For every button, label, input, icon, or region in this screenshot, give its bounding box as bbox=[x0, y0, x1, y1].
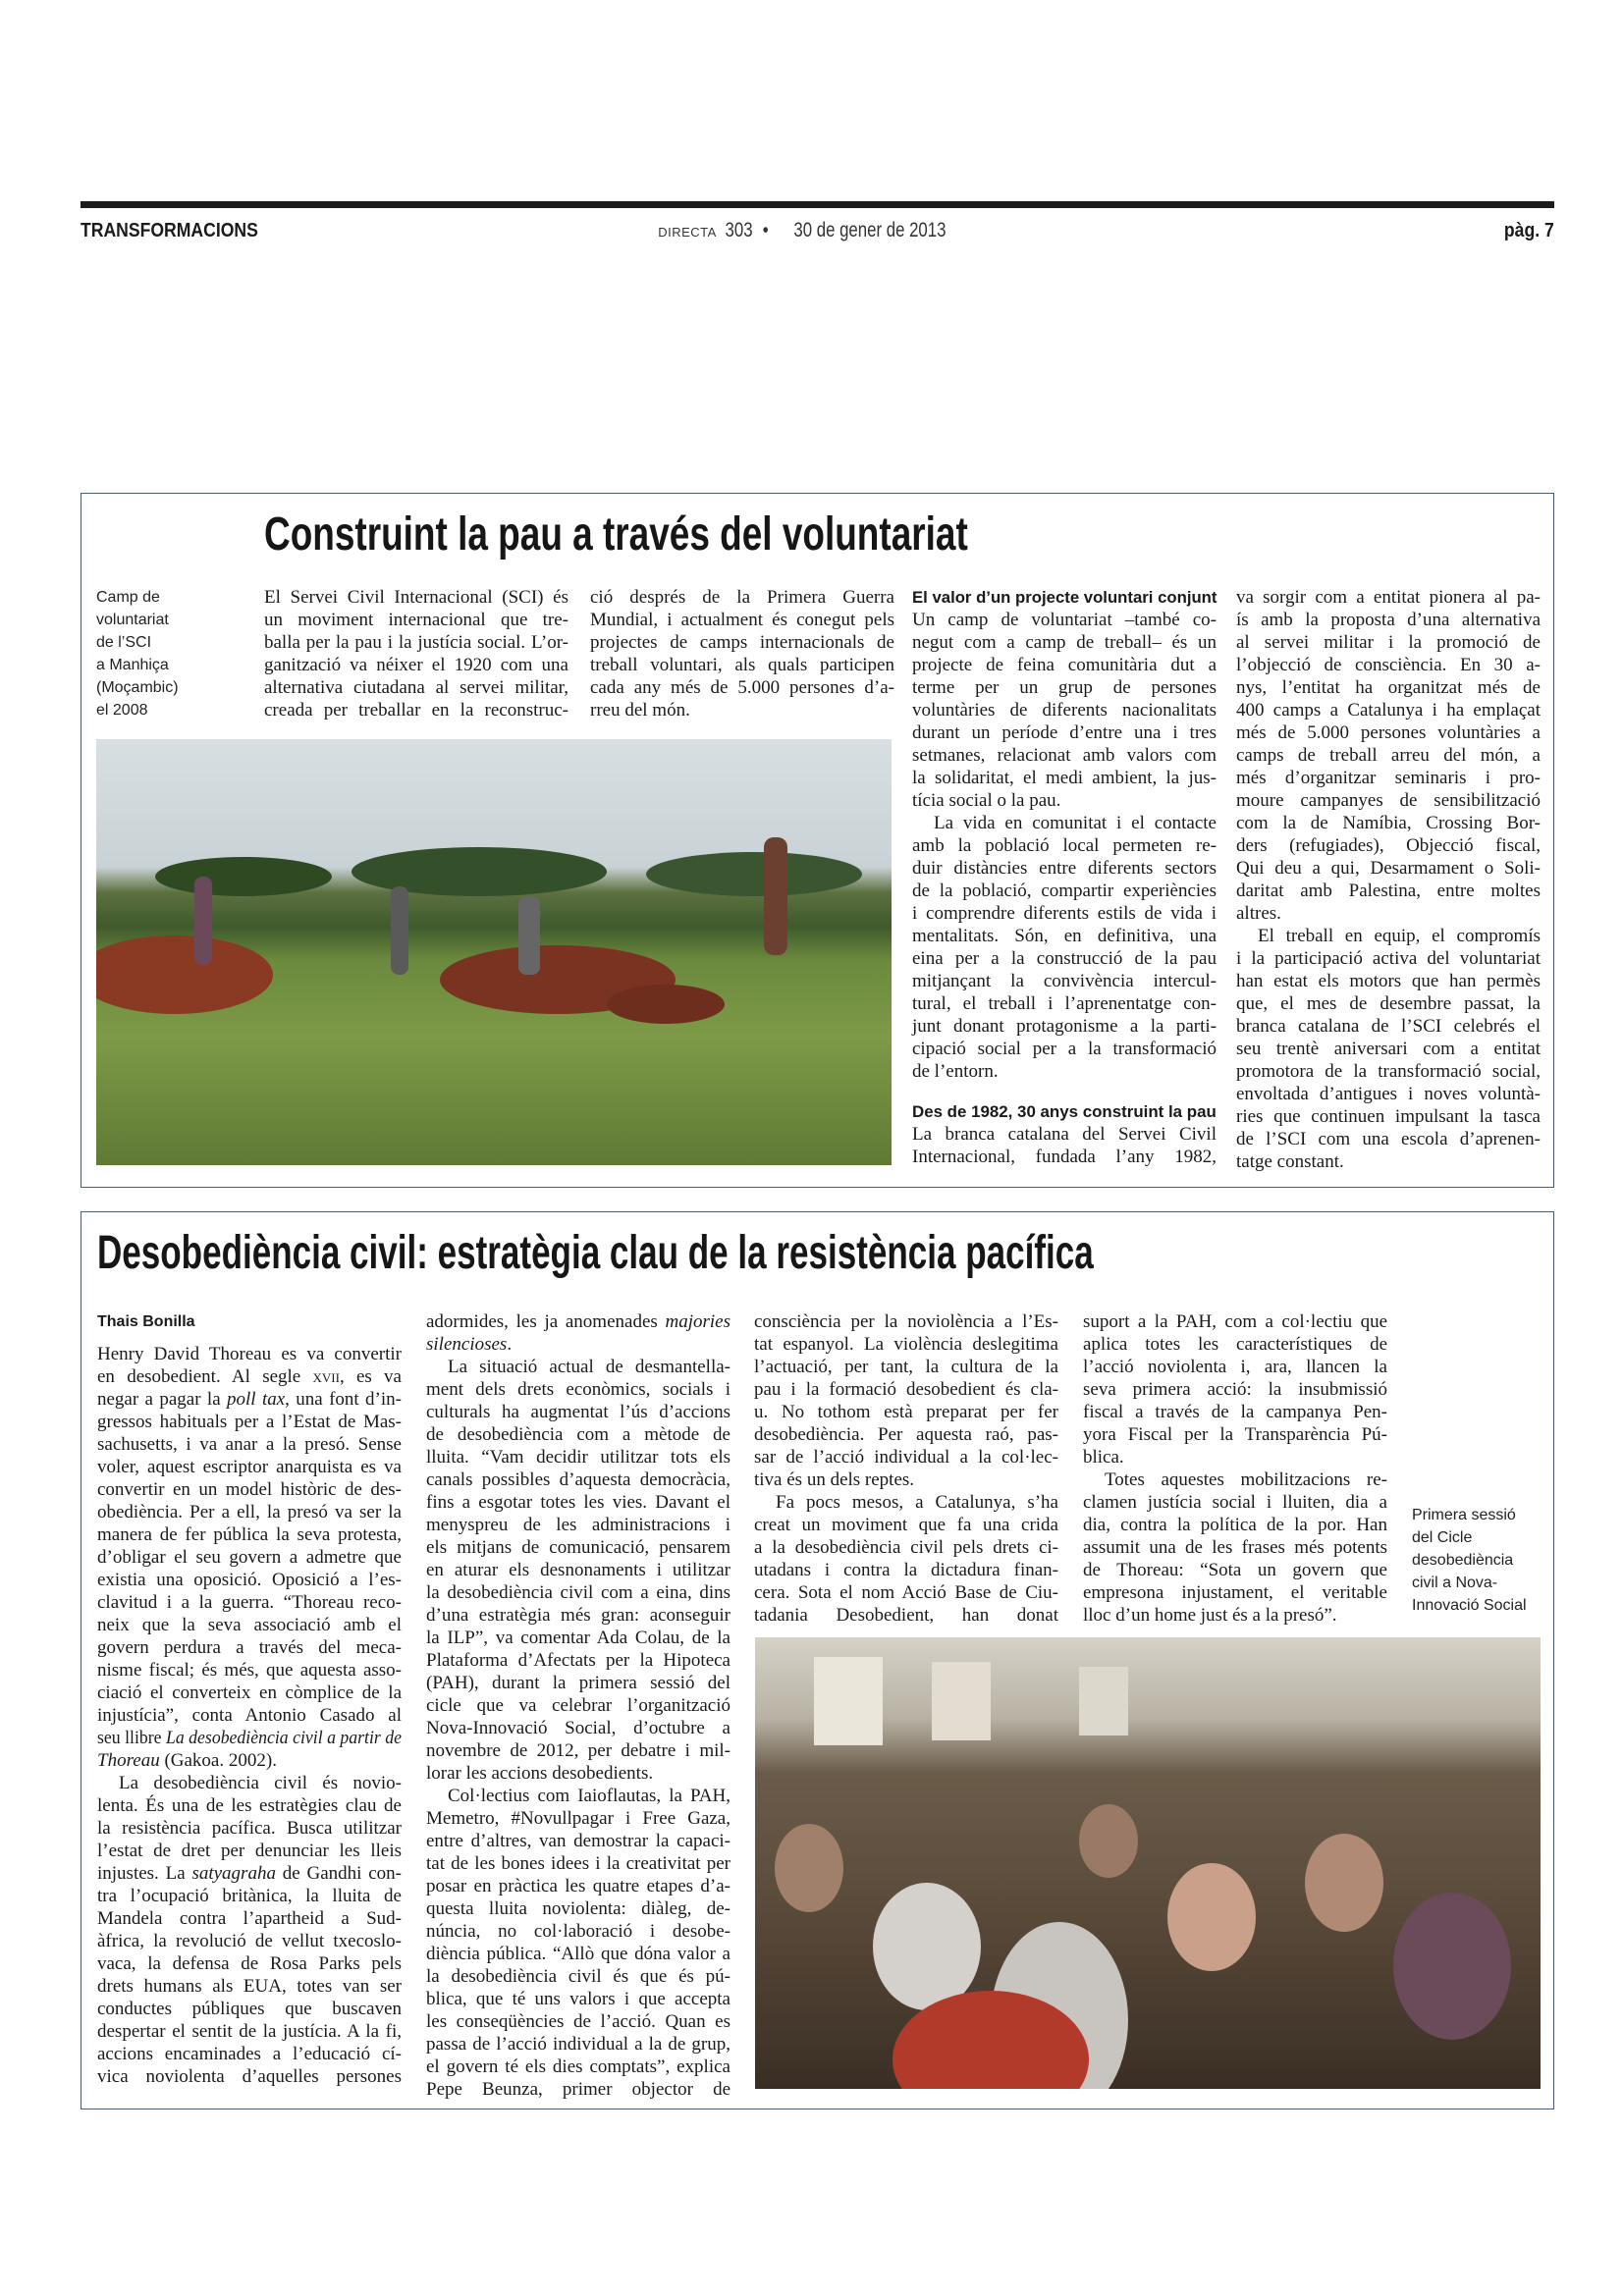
text-line: tra l’ocupació britànica, la lluita de bbox=[97, 1886, 402, 1906]
text-column bbox=[1236, 586, 1541, 1173]
text-column bbox=[754, 1310, 1058, 1627]
header-rule bbox=[81, 201, 1554, 208]
text-line: fiscal a través de la campanya Pen- bbox=[1083, 1402, 1387, 1422]
text-line: tat de les bones idees i la creativitat per bbox=[426, 1853, 730, 1874]
text-segment: de Gandhi con- bbox=[275, 1863, 402, 1884]
text-line: drets humans als EUA, totes van ser bbox=[97, 1976, 402, 1997]
text-line: la ILP”, va comentar Ada Colau, de la bbox=[426, 1628, 730, 1648]
text-line: va sorgir com a entitat pionera al pa- bbox=[1236, 587, 1541, 608]
text-line: rreu del món. bbox=[590, 700, 690, 721]
text-line: vica noviolenta d’aquelles persones bbox=[97, 2066, 402, 2087]
text-line: un moviment internacional que tre- bbox=[264, 610, 568, 630]
text-line: lloc d’un home just és a la presó”. bbox=[1083, 1605, 1337, 1626]
text-line: l’objecció de consciència. En 30 a- bbox=[1236, 655, 1541, 675]
text-line: seu trentè aniversari com a entitat bbox=[1236, 1039, 1541, 1059]
text-line: lorar les accions desobedients. bbox=[426, 1763, 654, 1784]
text-line: culturals ha augmentat l’ús d’accions bbox=[426, 1402, 730, 1422]
text-column bbox=[1083, 1310, 1387, 1627]
caption-line: del Cicle bbox=[1412, 1529, 1473, 1546]
photo-caption bbox=[96, 586, 179, 721]
caption-line: el 2008 bbox=[96, 702, 148, 719]
text-line bbox=[426, 1333, 730, 1356]
text-line: promotora de la transformació social, bbox=[1236, 1061, 1541, 1082]
italic-text: satyagraha bbox=[191, 1863, 276, 1884]
text-line: empresona injustament, el veritable bbox=[1083, 1582, 1387, 1603]
text-line: conductes públiques que buscaven bbox=[97, 1999, 402, 2019]
text-segment: seu llibre bbox=[97, 1728, 166, 1748]
text-line: la solidaritat, el medi ambient, la jus- bbox=[912, 768, 1217, 788]
text-line: daritat amb Palestina, entre moltes bbox=[1236, 881, 1541, 901]
text-line: com la de Namíbia, Crossing Bor- bbox=[1236, 813, 1541, 833]
text-line: posar en pràctica les quatre etapes d’a- bbox=[426, 1876, 730, 1896]
article-title: Construint la pau a través del voluntariat bbox=[264, 508, 968, 561]
subheading: El valor d’un projecte voluntari conjunt bbox=[912, 588, 1217, 607]
text-line: Pepe Beunza, primer objector de bbox=[426, 2079, 730, 2100]
text-line: u. No tothom està preparat per fer bbox=[754, 1402, 1058, 1422]
text-line: pau i la formació desobedient és cla- bbox=[754, 1379, 1058, 1400]
text-line: balla per la pau i la justícia social. L’or- bbox=[264, 632, 568, 653]
text-line: amb la població local permeten re- bbox=[912, 835, 1217, 856]
text-segment: negar a pagar la bbox=[97, 1389, 228, 1410]
text-line: projectes de camps internacionals de bbox=[590, 632, 894, 653]
page-number: pàg. 7 bbox=[1504, 220, 1554, 241]
text-line: que, el mes de desembre passat, la bbox=[1236, 993, 1541, 1014]
text-line bbox=[97, 1727, 402, 1749]
text-line: de la població, compartir experiències bbox=[912, 881, 1217, 901]
caption-line: voluntariat bbox=[96, 612, 169, 628]
text-line: Totes aquestes mobilitzacions re- bbox=[1105, 1469, 1387, 1490]
article-desobediencia bbox=[81, 1211, 1554, 2109]
italic-text: silencioses bbox=[426, 1334, 508, 1355]
text-line: novembre de 2012, per debatre i mil- bbox=[426, 1740, 730, 1761]
text-line: setmanes, relacionat amb valors com bbox=[912, 745, 1217, 766]
text-line: els mitjans de comunicació, pensarem bbox=[426, 1537, 730, 1558]
text-line: de l’SCI com una escola d’aprenen- bbox=[1236, 1129, 1541, 1149]
text-line: cada any més de 5.000 persones d’a- bbox=[590, 677, 894, 698]
text-line: envoltada d’antigues i noves voluntà- bbox=[1236, 1084, 1541, 1104]
issue-number: 303 bbox=[725, 219, 753, 241]
text-line: àfrica, la revolució de vellut txecoslo- bbox=[97, 1931, 402, 1951]
text-line: El Servei Civil Internacional (SCI) és bbox=[264, 587, 568, 608]
text-line: Nova-Innovació Social, d’octubre a bbox=[426, 1718, 730, 1738]
text-line: sachusetts, i va anar a la presó. Sense bbox=[97, 1434, 402, 1455]
text-line bbox=[426, 1310, 730, 1333]
text-line: negut com a camp de treball– és un bbox=[912, 632, 1217, 653]
text-line: tícia social o la pau. bbox=[912, 790, 1061, 811]
text-line: nys, l’entitat ha organitzat més de bbox=[1236, 677, 1541, 698]
text-line: cera. Sota el nom Acció Base de Ciu- bbox=[754, 1582, 1058, 1603]
text-line: injustícia”, conta Antonio Casado al bbox=[97, 1705, 402, 1726]
text-line: Fa pocs mesos, a Catalunya, s’ha bbox=[776, 1492, 1058, 1513]
separator: • bbox=[762, 219, 769, 241]
text-line bbox=[97, 1388, 402, 1411]
text-line: ment dels drets econòmics, socials i bbox=[426, 1379, 730, 1400]
text-line: cipació social per a la transformació bbox=[912, 1039, 1217, 1059]
text-line: existia una oposició. Oposició a l’es- bbox=[97, 1570, 402, 1590]
text-line bbox=[97, 1749, 402, 1772]
text-segment: adormides, les ja anomenades bbox=[426, 1311, 666, 1332]
text-line: La situació actual de desmantella- bbox=[448, 1357, 730, 1377]
text-line: blica. bbox=[1083, 1447, 1124, 1468]
text-line: ciació el converteix en còmplice de la bbox=[97, 1682, 402, 1703]
section-name: TRANSFORMACIONS bbox=[81, 220, 258, 241]
text-line: consciència per la noviolència a l’Es- bbox=[754, 1311, 1058, 1332]
text-line: clavitud i a la guerra. “Thoreau reco- bbox=[97, 1592, 402, 1613]
text-line: neix que la seva associació amb el bbox=[97, 1615, 402, 1635]
text-line: passa de l’acció individual a la de grup, bbox=[426, 2034, 730, 2055]
text-line: duir distàncies entre diferents sectors bbox=[912, 858, 1217, 879]
issue-info bbox=[0, 218, 1623, 245]
text-segment: injustes. La bbox=[97, 1863, 192, 1884]
text-line: nisme fiscal; és més, que aquesta asso- bbox=[97, 1660, 402, 1681]
text-line: han estat els motors que han permès bbox=[1236, 971, 1541, 991]
text-line: La vida en comunitat i el contacte bbox=[934, 813, 1217, 833]
text-line: les conseqüències de l’acció. Quan es bbox=[426, 2011, 730, 2032]
text-line: questa lluita noviolenta: diàleg, de- bbox=[426, 1898, 730, 1919]
text-line: la desobediència civil com a eina, dins bbox=[426, 1582, 730, 1603]
text-line: convertir en un model històric de des- bbox=[97, 1479, 402, 1500]
text-line: camps de treball arreu del món, a bbox=[1236, 745, 1541, 766]
text-line: i la participació activa del voluntariat bbox=[1236, 948, 1541, 969]
text-line: Memetro, #Novullpagar i Free Gaza, bbox=[426, 1808, 730, 1829]
text-line: El treball en equip, el compromís bbox=[1258, 926, 1541, 946]
text-line: tural, el treball i l’aprenentatge con- bbox=[912, 993, 1217, 1014]
text-segment: (Gakoa. 2002). bbox=[159, 1750, 277, 1771]
text-line: aplica totes les característiques de bbox=[1083, 1334, 1387, 1355]
caption-line: civil a Nova- bbox=[1412, 1575, 1498, 1591]
text-line: La branca catalana del Servei Civil bbox=[912, 1124, 1217, 1145]
text-line: tatge constant. bbox=[1236, 1151, 1344, 1172]
text-line: l’actuació, per tant, la cultura de la bbox=[754, 1357, 1058, 1377]
text-line: de Thoreau: “Sota un govern que bbox=[1083, 1560, 1387, 1580]
text-line: menyspreu de les administracions i bbox=[426, 1515, 730, 1535]
text-line: en aturar els desnonaments i utilitzar bbox=[426, 1560, 730, 1580]
text-column bbox=[264, 586, 568, 721]
text-line: la resistència pacífica. Busca utilitzar bbox=[97, 1818, 402, 1839]
text-line: ís amb la proposta d’una alternativa bbox=[1236, 610, 1541, 630]
italic-text: La desobediència civil a partir de bbox=[165, 1728, 402, 1748]
text-line: Plataforma d’Afectats per la Hipoteca bbox=[426, 1650, 730, 1671]
text-line: assumit una de les frases més potents bbox=[1083, 1537, 1387, 1558]
text-column bbox=[426, 1310, 730, 2101]
text-line bbox=[97, 1365, 402, 1388]
text-line: junt donant protagonisme a la parti- bbox=[912, 1016, 1217, 1037]
text-line: d’obligar el seu govern a admetre que bbox=[97, 1547, 402, 1568]
text-line: utadans i contra la dictadura finan- bbox=[754, 1560, 1058, 1580]
text-line: vaca, la defensa de Rosa Parks pels bbox=[97, 1953, 402, 1974]
text-line: d’una estratègia més gran: aconseguir bbox=[426, 1605, 730, 1626]
text-line: Internacional, fundada l’any 1982, bbox=[912, 1147, 1217, 1167]
volunteer-camp-photo bbox=[96, 739, 892, 1165]
text-column bbox=[97, 1310, 402, 2088]
text-segment: , es va bbox=[339, 1366, 402, 1387]
text-line: canals possibles d’aquesta democràcia, bbox=[426, 1469, 730, 1490]
text-line: Un camp de voluntariat –també co- bbox=[912, 610, 1217, 630]
article-title: Desobediència civil: estratègia clau de la resistència pacífica bbox=[97, 1227, 1094, 1279]
italic-text: majories bbox=[665, 1311, 730, 1332]
text-line: més de 5.000 persones voluntàries a bbox=[1236, 722, 1541, 743]
text-line: tat espanyol. La violència deslegitima bbox=[754, 1334, 1058, 1355]
text-line: despertar el sentit de la justícia. A la fi, bbox=[97, 2021, 402, 2042]
text-line: l’estat de dret per denunciar les lleis bbox=[97, 1841, 402, 1861]
text-line: ció després de la Primera Guerra bbox=[590, 587, 894, 608]
text-line: obediència. Per a ell, la presó va ser la bbox=[97, 1502, 402, 1522]
text-segment: , una font d’in- bbox=[285, 1389, 402, 1410]
text-line: Henry David Thoreau es va convertir bbox=[97, 1344, 402, 1364]
photo-caption bbox=[1412, 1504, 1527, 1617]
text-line: desobediència. Per aquesta raó, pas- bbox=[754, 1424, 1058, 1445]
text-line: creada per treballar en la reconstruc- bbox=[264, 700, 568, 721]
text-line: altres. bbox=[1236, 903, 1281, 924]
text-line: la desobediència civil és que és pú- bbox=[426, 1966, 730, 1987]
text-line: terme per un grup de persones bbox=[912, 677, 1217, 698]
italic-text: poll tax bbox=[227, 1389, 286, 1410]
audience-photo bbox=[755, 1637, 1541, 2089]
text-line: seva primera acció: la insubmissió bbox=[1083, 1379, 1387, 1400]
text-line: blica, que té uns valors i que accepta bbox=[426, 1989, 730, 2009]
caption-line: Innovació Social bbox=[1412, 1597, 1527, 1614]
text-line: de l’entorn. bbox=[912, 1061, 999, 1082]
caption-line: desobediència bbox=[1412, 1552, 1514, 1569]
text-line: dia, contra la política de la por. Han bbox=[1083, 1515, 1387, 1535]
small-caps-text: xvii bbox=[312, 1366, 340, 1387]
issue-date: 30 de gener de 2013 bbox=[793, 219, 947, 241]
text-line: yora Fiscal per la Transparència Pú- bbox=[1083, 1424, 1387, 1445]
text-line: tadania Desobedient, han donat bbox=[754, 1605, 1058, 1626]
text-line: Qui deu a qui, Desarmament o Soli- bbox=[1236, 858, 1541, 879]
text-line: cicle que va celebrar l’organització bbox=[426, 1695, 730, 1716]
text-line: voluntàries de diferents nacionalitats bbox=[912, 700, 1217, 721]
text-line: gressos habituals per a l’Estat de Mas- bbox=[97, 1412, 402, 1432]
text-line: diència pública. “Allò que dóna valor a bbox=[426, 1944, 730, 1964]
text-line: de desobediència com a mètode de bbox=[426, 1424, 730, 1445]
text-line: clamen justícia social i lluiten, dia a bbox=[1083, 1492, 1387, 1513]
text-line bbox=[97, 1862, 402, 1885]
text-line: al servei militar i la promoció de bbox=[1236, 632, 1541, 653]
text-line: durant un període d’entre una i tres bbox=[912, 722, 1217, 743]
text-column bbox=[912, 586, 1217, 1168]
text-line: Col·lectius com Iaioflautas, la PAH, bbox=[448, 1786, 730, 1806]
text-segment: en desobedient. Al segle bbox=[97, 1366, 313, 1387]
text-line: ries que continuen impulsant la tasca bbox=[1236, 1106, 1541, 1127]
text-line: manera de fer pública la seva protesta, bbox=[97, 1524, 402, 1545]
text-line: branca catalana de l’SCI celebrés el bbox=[1236, 1016, 1541, 1037]
text-line: lenta. És una de les estratègies clau de bbox=[97, 1795, 402, 1816]
caption-line: (Moçambic) bbox=[96, 679, 179, 696]
text-line: 400 camps a Catalunya i ha emplaçat bbox=[1236, 700, 1541, 721]
text-line: lluita. “Vam decidir utilitzar tots els bbox=[426, 1447, 730, 1468]
text-line: més d’organitzar seminaris i pro- bbox=[1236, 768, 1541, 788]
text-segment: . bbox=[507, 1334, 513, 1355]
text-line: creat un moviment que fa una crida bbox=[754, 1515, 1058, 1535]
text-line: moure campanyes de sensibilització bbox=[1236, 790, 1541, 811]
text-line: Mandela contra l’apartheid a Sud- bbox=[97, 1908, 402, 1929]
text-line: treball voluntari, als quals participen bbox=[590, 655, 894, 675]
text-line: tiva és un dels reptes. bbox=[754, 1469, 915, 1490]
caption-line: a Manhiça bbox=[96, 657, 169, 673]
text-line: mitjançant la convivència intercul- bbox=[912, 971, 1217, 991]
text-line: voler, aquest escriptor anarquista es va bbox=[97, 1457, 402, 1477]
text-line: entre d’altres, van demostrar la capaci- bbox=[426, 1831, 730, 1851]
subheading: Des de 1982, 30 anys construint la pau bbox=[912, 1102, 1217, 1121]
text-line: núncia, no col·laboració i desobe- bbox=[426, 1921, 730, 1942]
text-line: (PAH), durant la primera sessió del bbox=[426, 1673, 730, 1693]
text-line: accions encaminades a l’educació cí- bbox=[97, 2044, 402, 2064]
text-line: l’acció noviolenta i, ara, llancen la bbox=[1083, 1357, 1387, 1377]
text-line: fins a esgotar totes les vies. Davant el bbox=[426, 1492, 730, 1513]
text-line: el govern té els dies comptats”, explica bbox=[426, 2056, 730, 2077]
article-voluntariat bbox=[81, 493, 1554, 1188]
text-line: i comprendre diferents estils de vida i bbox=[912, 903, 1217, 924]
text-line: alternativa ciutadana al servei militar, bbox=[264, 677, 568, 698]
caption-line: Primera sessió bbox=[1412, 1507, 1516, 1523]
text-line: eina per a la construcció de la pau bbox=[912, 948, 1217, 969]
caption-line: Camp de bbox=[96, 589, 160, 606]
text-column bbox=[590, 586, 894, 721]
text-line: La desobediència civil és novio- bbox=[119, 1773, 402, 1793]
text-line: ganització va néixer el 1920 com una bbox=[264, 655, 568, 675]
text-line: Mundial, i actualment és conegut pels bbox=[590, 610, 894, 630]
byline: Thais Bonilla bbox=[97, 1313, 195, 1330]
caption-line: de l’SCI bbox=[96, 634, 152, 651]
text-line: projecte de feina comunitària dut a bbox=[912, 655, 1217, 675]
text-line: suport a la PAH, com a col·lectiu que bbox=[1083, 1311, 1387, 1332]
publication-name: DIRECTA bbox=[658, 225, 717, 240]
italic-text: Thoreau bbox=[97, 1750, 160, 1771]
text-line: mentalitats. Són, en definitiva, una bbox=[912, 926, 1217, 946]
text-line: sar de l’acció individual a la col·lec- bbox=[754, 1447, 1058, 1468]
text-line: a la desobediència civil pels drets ci- bbox=[754, 1537, 1058, 1558]
text-line: govern perdura a través del meca- bbox=[97, 1637, 402, 1658]
text-line: ders (refugiades), Objecció fiscal, bbox=[1236, 835, 1541, 856]
